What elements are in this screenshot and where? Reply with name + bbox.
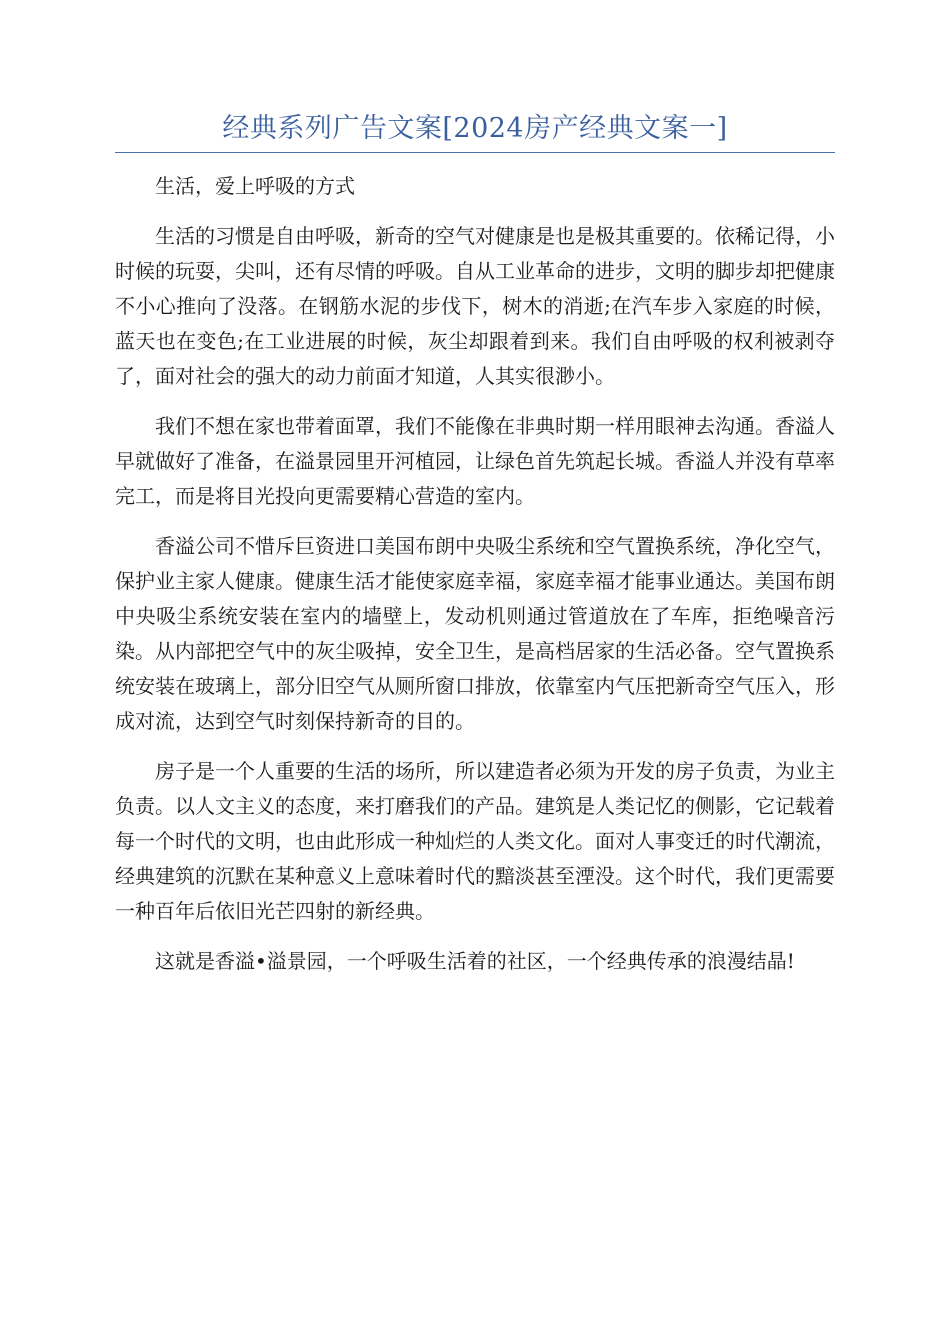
document-page [115, 108, 835, 994]
body-paragraph-2: 我们不想在家也带着面罩，我们不能像在非典时期一样用眼神去沟通。香溢人早就做好了准备，在溢景园里开河植园，让绿色首先筑起长城。香溢人并没有草率完工，而是将目光投向更需要精心营造的室内。 [115, 414, 835, 508]
closing-paragraph: 这就是香溢•溢景园，一个呼吸生活着的社区，一个经典传承的浪漫结晶! [155, 949, 795, 973]
body-paragraph-1: 生活的习惯是自由呼吸，新奇的空气对健康是也是极其重要的。依稀记得，小时候的玩耍，尖叫，还有尽情的呼吸。自从工业革命的进步，文明的脚步却把健康不小心推向了没落。在钢筋水泥的步伐下，树木的消逝;在汽车步入家庭的时候，蓝天也在变色;在工业进展的时候，灰尘却跟着到来。我们自由呼吸的权利被剥夺了，面对社会的强大的动力前面才知道，人其实很渺小。 [115, 224, 835, 388]
body-paragraph-3: 香溢公司不惜斥巨资进口美国布朗中央吸尘系统和空气置换系统，净化空气，保护业主家人健康。健康生活才能使家庭幸福，家庭幸福才能事业通达。美国布朗中央吸尘系统安装在室内的墙壁上，发动机则通过管道放在了车库，拒绝噪音污染。从内部把空气中的灰尘吸掉，安全卫生，是高档居家的生活必备。空气置换系统安装在玻璃上，部分旧空气从厕所窗口排放，依靠室内气压把新奇空气压入，形成对流，达到空气时刻保持新奇的目的。 [115, 534, 835, 733]
document-title: 经典系列广告文案[2024房产经典文案一] [115, 108, 835, 153]
subtitle-paragraph: 生活，爱上呼吸的方式 [155, 174, 355, 198]
body-paragraph-4: 房子是一个人重要的生活的场所，所以建造者必须为开发的房子负责，为业主负责。以人文主义的态度，来打磨我们的产品。建筑是人类记忆的侧影，它记载着每一个时代的文明，也由此形成一种灿烂的人类文化。面对人事变迁的时代潮流，经典建筑的沉默在某种意义上意味着时代的黯淡甚至湮没。这个时代，我们更需要一种百年后依旧光芒四射的新经典。 [115, 759, 835, 923]
